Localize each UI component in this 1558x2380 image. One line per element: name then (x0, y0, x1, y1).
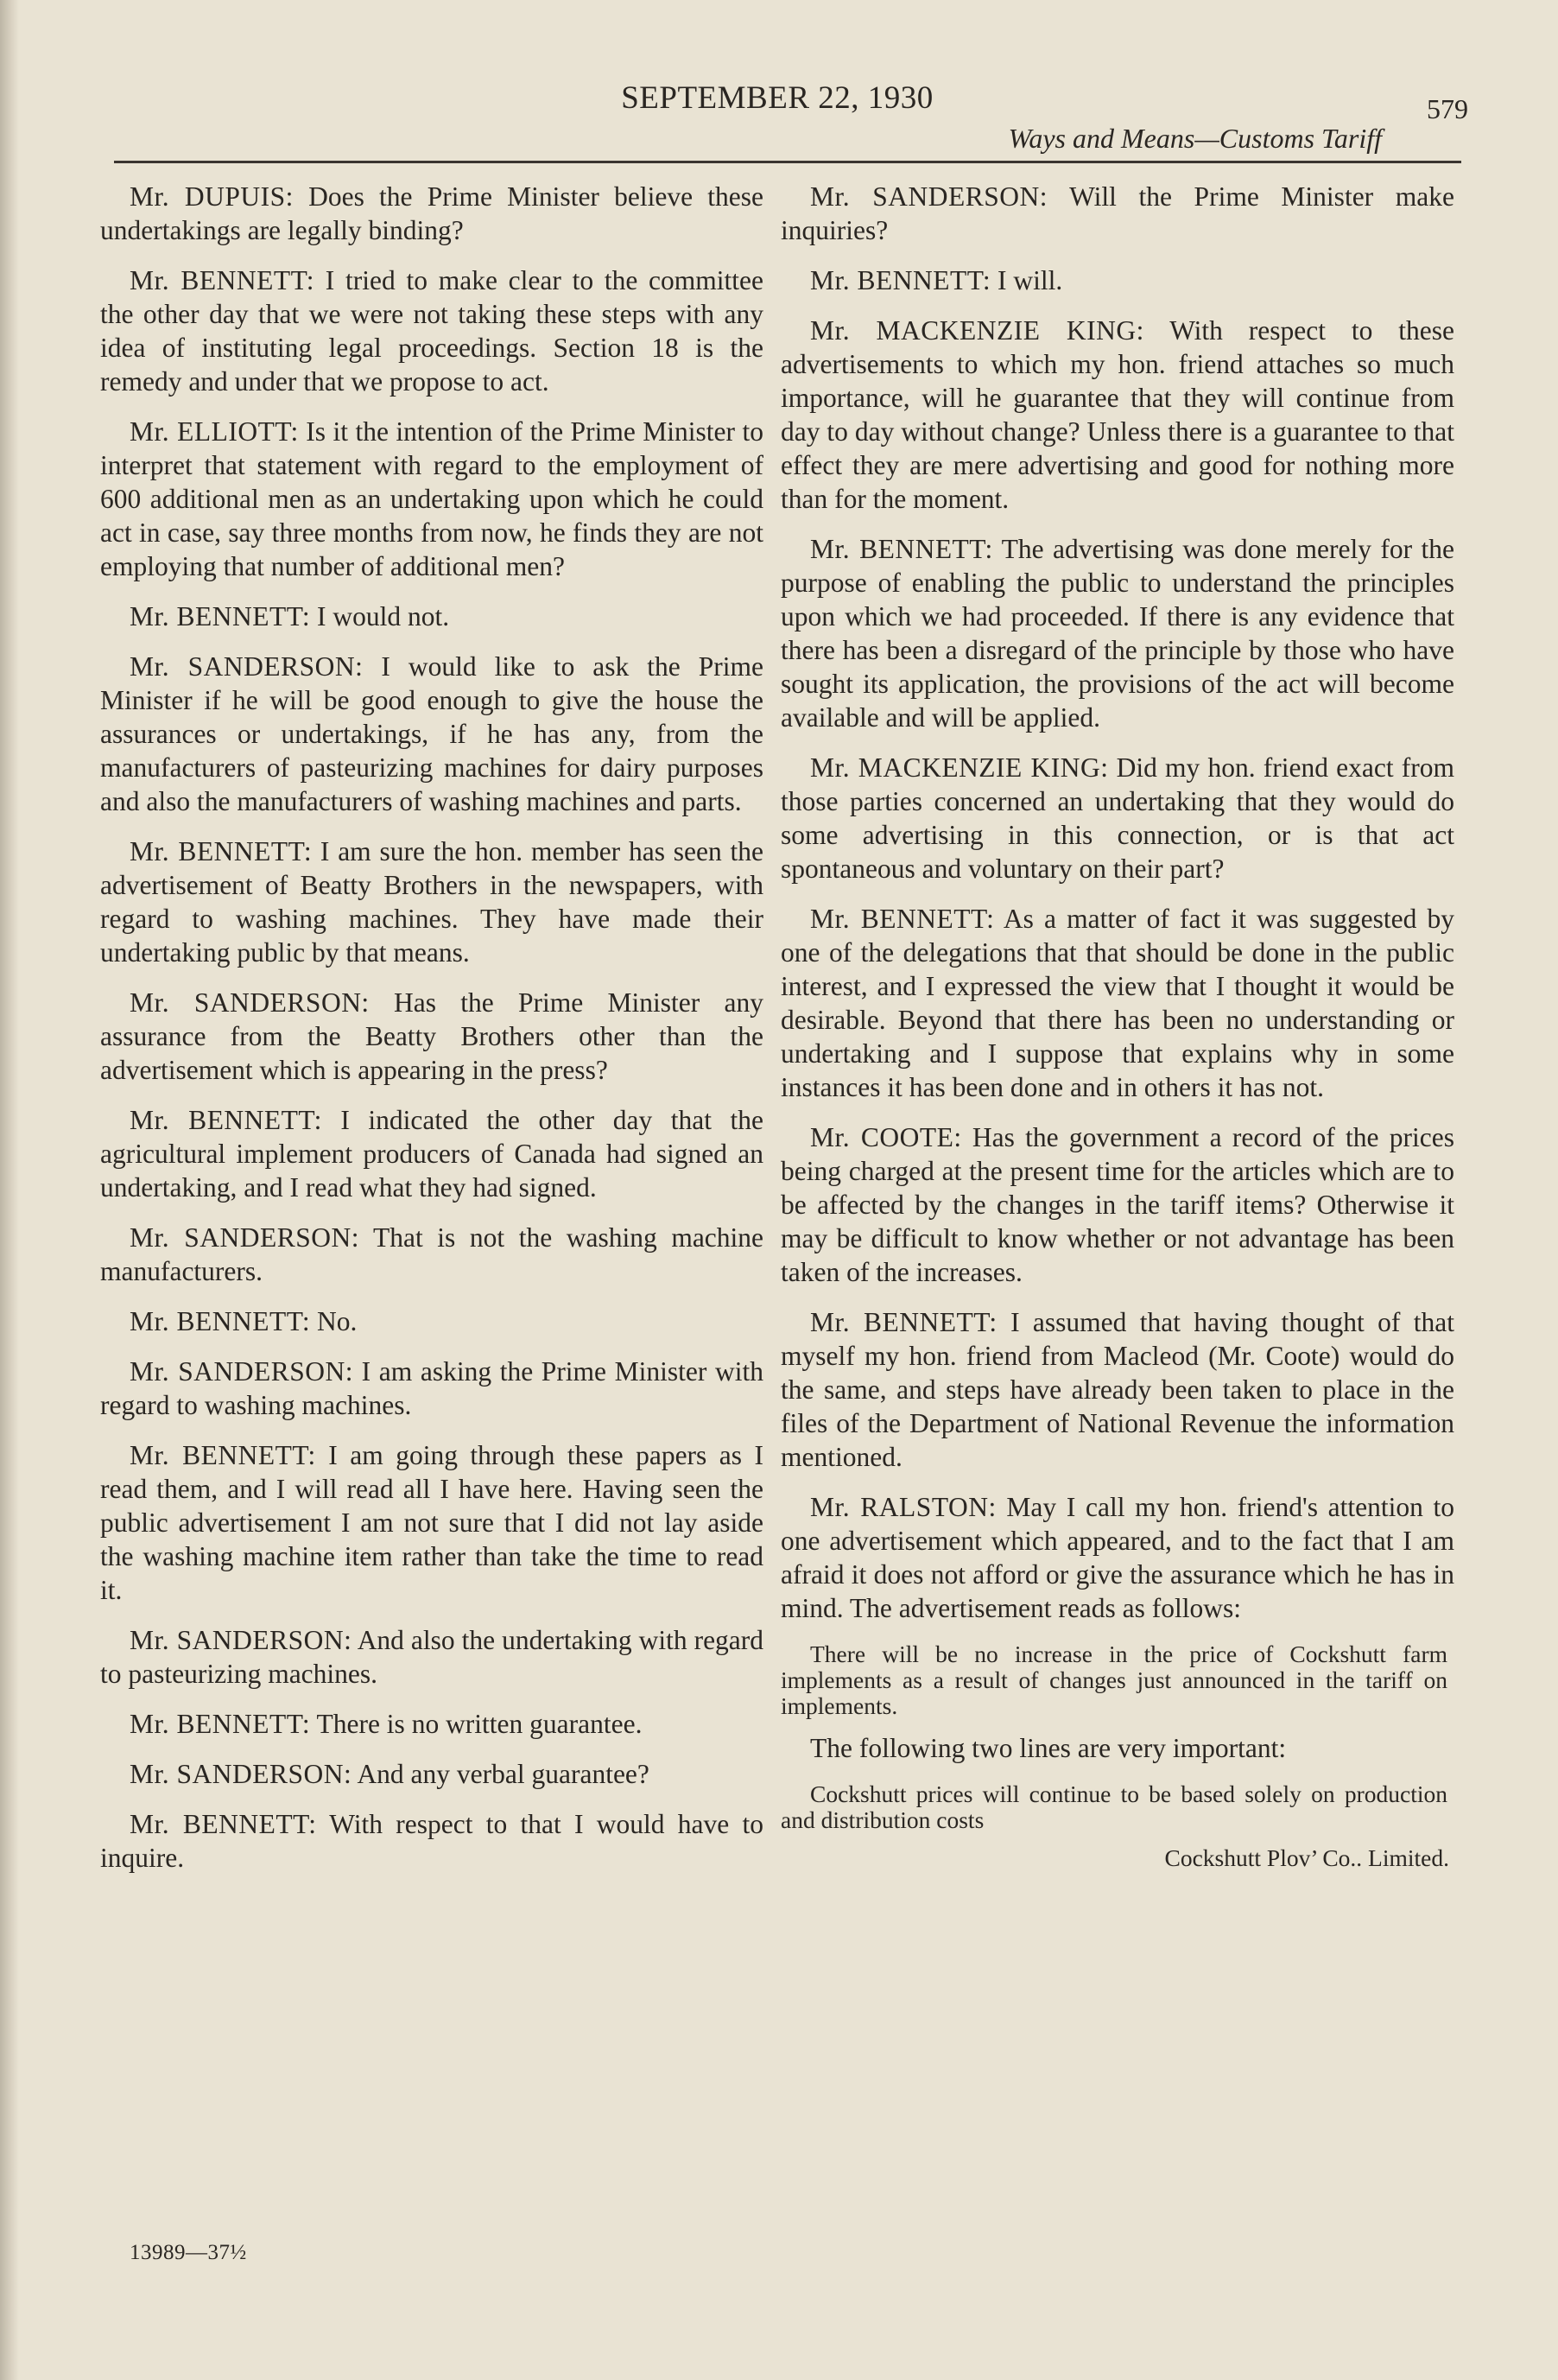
paragraph (100, 1438, 763, 1607)
speech-text: There is no written guarantee. (316, 1709, 643, 1739)
speaker-name: Mr. BENNETT: (810, 534, 993, 564)
speaker-name: Mr. SANDERSON: (130, 1222, 359, 1253)
speech-text: I am going through these papers as I read them, and I will read all I have here. Having seen the public advertisement I am not sure that I did not lay aside the washing machine item rather than take the time to read it. (100, 1440, 763, 1605)
speech-text: I am asking the Prime Minister with regard to washing machines. (100, 1356, 764, 1420)
speaker-name: Mr. BENNETT: (130, 1709, 311, 1739)
paragraph (100, 1103, 763, 1204)
speech-text: Has the Prime Minister any assurance from the Beatty Brothers other than the advertisement which is appearing in the press? (100, 987, 764, 1085)
paragraph (781, 751, 1454, 885)
speech-text: I tried to make clear to the committee the other day that we were not taking these steps with any idea of instituting legal proceedings. Section 18 is the remedy and under that we propose to act. (100, 265, 763, 397)
speaker-name: Mr. BENNETT: (130, 1105, 322, 1135)
speech-text: May I call my hon. friend's attention to one advertisement which appeared, and to the fact that I am afraid it does not afford or give the assurance which he has in mind. The advertisement reads as follows: (781, 1492, 1455, 1623)
paragraph (100, 263, 763, 398)
right-column (781, 180, 1454, 1871)
speech-text: Has the government a record of the prices being charged at the present time for the articles which are to be affected by the changes in the tariff items? Otherwise it may be difficult to know whether or not advantage has been taken of the increases. (781, 1122, 1454, 1287)
speaker-name: Mr. BENNETT: (130, 1306, 311, 1336)
speech-text: As a matter of fact it was suggested by one of the delegations that that should be done in the public interest, and I expressed the view that I thought it would be desirable. Beyond that there has been no understanding or undertaking and I suppose that explains why in some instances it has been done and in others it has not. (781, 904, 1455, 1102)
paragraph (100, 1304, 763, 1338)
speaker-name: Mr. BENNETT: (130, 836, 313, 866)
printer-signature: 13989—37½ (130, 2241, 247, 2264)
speaker-name: Mr. BENNETT: (130, 601, 311, 631)
speech-text: No. (317, 1306, 358, 1336)
speech-text: And any verbal guarantee? (357, 1759, 649, 1789)
paragraph (100, 415, 763, 583)
paragraph (100, 600, 763, 633)
speaker-name: Mr. BENNETT: (810, 1307, 998, 1337)
speaker-name: Mr. SANDERSON: (130, 1625, 352, 1655)
speech-text: That is not the washing machine manufacturers. (100, 1222, 764, 1286)
paragraph (100, 1623, 763, 1691)
speech-text: I will. (998, 265, 1063, 295)
paragraph (781, 263, 1454, 297)
speech-text: I would not. (317, 601, 450, 631)
speaker-name: Mr. SANDERSON: (130, 651, 364, 682)
block-quote: Cockshutt prices will continue to be based solely on production and distribution costs (781, 1780, 1447, 1833)
speech-text: With respect to that I would have to inquire. (100, 1809, 763, 1873)
paragraph (100, 986, 763, 1087)
speech-text: Is it the intention of the Prime Minister to interpret that statement with regard to the employment of 600 additional men as an undertaking upon which he could act in case, say three months from now, he finds they are not employing that number of additional men? (100, 416, 764, 581)
speech-text: I would like to ask the Prime Minister if he will be good enough to give the house the assurances or undertakings, if he has any, from the manufacturers of pasteurizing machines for dairy purposes and also the manufacturers of washing machines and parts. (100, 651, 763, 816)
speaker-name: Mr. COOTE: (810, 1122, 962, 1152)
speaker-name: Mr. BENNETT: (130, 1440, 316, 1470)
speaker-name: Mr. RALSTON: (810, 1492, 997, 1522)
running-title: Ways and Means—Customs Tariff (1008, 123, 1382, 154)
speaker-name: Mr. BENNETT: (130, 1809, 317, 1839)
paragraph (781, 532, 1454, 734)
speech-text: Did my hon. friend exact from those parties concerned an undertaking that they would do some advertising in this connection, or is that act spontaneous and voluntary on their part? (781, 752, 1454, 884)
speaker-name: Mr. MACKENZIE KING: (810, 752, 1109, 783)
paragraph (781, 1120, 1454, 1289)
paragraph (100, 1707, 763, 1741)
speaker-name: Mr. BENNETT: (810, 904, 995, 934)
page-edge-shadow (0, 0, 19, 2380)
paragraph (100, 180, 763, 247)
paragraph (100, 1221, 763, 1288)
paragraph (100, 1355, 763, 1422)
header-rule (114, 161, 1461, 163)
paragraph (781, 1305, 1454, 1474)
speaker-name: Mr. MACKENZIE KING: (810, 315, 1144, 346)
speech-text: The advertising was done merely for the purpose of enabling the public to understand the principles upon which we had proceeded. If there is any evidence that there has been a disregard of the principle by those who have sought its application, the provisions of the act will become available and will be applied. (781, 534, 1455, 733)
speaker-name: Mr. SANDERSON: (130, 1759, 352, 1789)
paragraph (100, 650, 763, 818)
speaker-name: Mr. ELLIOTT: (130, 416, 299, 447)
speaker-name: Mr. SANDERSON: (130, 1356, 354, 1387)
speaker-name: Mr. DUPUIS: (130, 181, 294, 212)
speaker-name: Mr. BENNETT: (810, 265, 991, 295)
speaker-name: Mr. SANDERSON: (810, 181, 1048, 212)
speaker-name: Mr. SANDERSON: (130, 987, 370, 1018)
paragraph (781, 902, 1454, 1104)
page-number: 579 (1427, 93, 1468, 124)
paragraph (781, 1490, 1454, 1625)
paragraph (781, 314, 1454, 516)
block-quote: There will be no increase in the price of Cockshutt farm implements as a result of changes just announced in the tariff on implements. (781, 1641, 1447, 1719)
speech-text: With respect to these advertisements to which my hon. friend attaches so much importance, will he guarantee that they will continue from day to day without change? Unless there is a guarantee to that effect they are mere advertising and good for nothing more than for the moment. (781, 315, 1454, 514)
speech-text: Does the Prime Minister believe these undertakings are legally binding? (100, 181, 763, 245)
paragraph: The following two lines are very important: (810, 1733, 1287, 1763)
speaker-name: Mr. BENNETT: (130, 265, 315, 295)
speech-text: And also the undertaking with regard to pasteurizing machines. (100, 1625, 764, 1689)
speech-text: I indicated the other day that the agricultural implement producers of Canada had signed an undertaking, and I read what they had signed. (100, 1105, 764, 1203)
speech-text: I am sure the hon. member has seen the advertisement of Beatty Brothers in the newspapers, with regard to washing machines. They have made their undertaking public by that means. (100, 836, 764, 968)
paragraph (100, 1807, 763, 1875)
quote-signature: Cockshutt Plov’ Co.. Limited. (1164, 1844, 1449, 1871)
header-date: SEPTEMBER 22, 1930 (621, 80, 934, 116)
paragraph (100, 1757, 763, 1791)
speech-text: I assumed that having thought of that myself my hon. friend from Macleod (Mr. Coote) would do the same, and steps have already been taken to place in the files of the Department of National Revenue the information mentioned. (781, 1307, 1455, 1472)
paragraph (781, 180, 1454, 247)
paragraph (100, 835, 763, 969)
speech-text: Will the Prime Minister make inquiries? (781, 181, 1454, 245)
left-column (100, 180, 763, 1891)
